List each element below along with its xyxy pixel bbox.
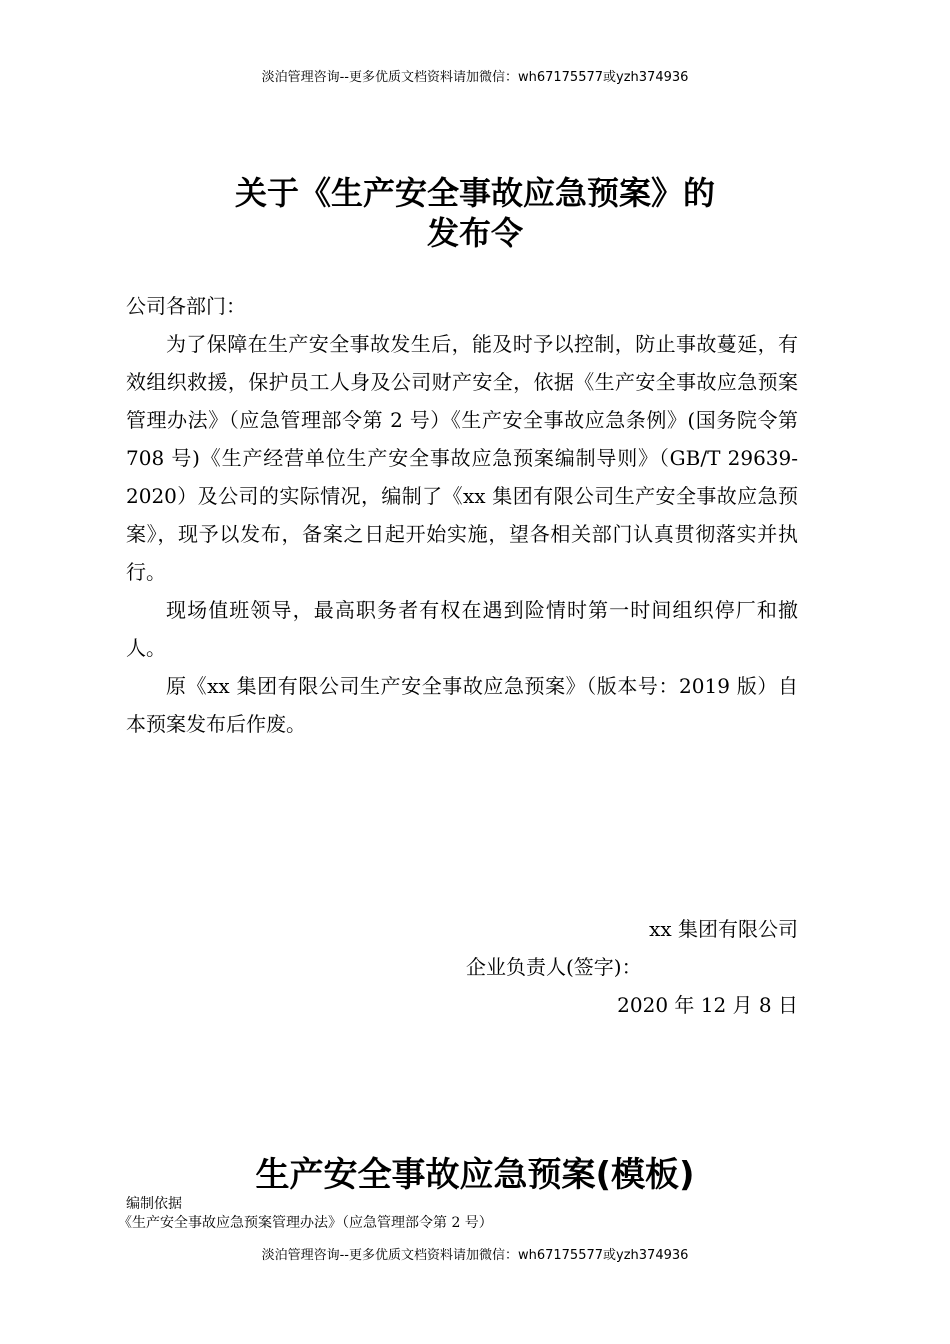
signature-date: 2020 年 12 月 8 日 — [617, 993, 798, 1017]
page-title-line-1: 关于《生产安全事故应急预案》的 — [234, 174, 715, 212]
signature-company: xx 集团有限公司 — [649, 917, 798, 941]
document-body — [126, 287, 798, 743]
basis-item: 《生产安全事故应急预案管理办法》（应急管理部令第 2 号） — [118, 1215, 493, 1231]
header-watermark-note: 淡泊管理咨询--更多优质文档资料请加微信：wh67175577或yzh374936 — [261, 70, 689, 85]
basis-heading: 编制依据 — [126, 1196, 182, 1212]
page-title-line-2: 发布令 — [426, 214, 523, 252]
template-title: 生产安全事故应急预案(模板) — [255, 1155, 695, 1195]
paragraph-basis: 为了保障在生产安全事故发生后，能及时予以控制，防止事故蔓延，有效组织救援，保护员工人身及公司财产安全，依据《生产安全事故应急预案管理办法》（应急管理部令第 2 号）《生产安全事故应急条例》(国务院令第 708 号)《生产经营单位生产安全事故应急预案编制导则》（GB/T 29639-2020）及公司的实际情况，编制了《xx 集团有限公司生产安全事故应急预案》，现予以发布，备案之日起开始实施，望各相关部门认真贯彻落实并执行。 — [126, 332, 798, 584]
footer-watermark-note: 淡泊管理咨询--更多优质文档资料请加微信：wh67175577或yzh374936 — [261, 1248, 689, 1263]
signature-responsible-person: 企业负责人(签字)： — [466, 955, 642, 979]
paragraph-repeal: 原《xx 集团有限公司生产安全事故应急预案》（版本号：2019 版）自本预案发布后作废。 — [126, 674, 798, 736]
paragraph-duty-leader: 现场值班领导，最高职务者有权在遇到险情时第一时间组织停厂和撤人。 — [126, 598, 798, 660]
salutation: 公司各部门： — [126, 294, 246, 318]
page-title — [0, 173, 950, 253]
signature-block — [126, 910, 798, 1024]
